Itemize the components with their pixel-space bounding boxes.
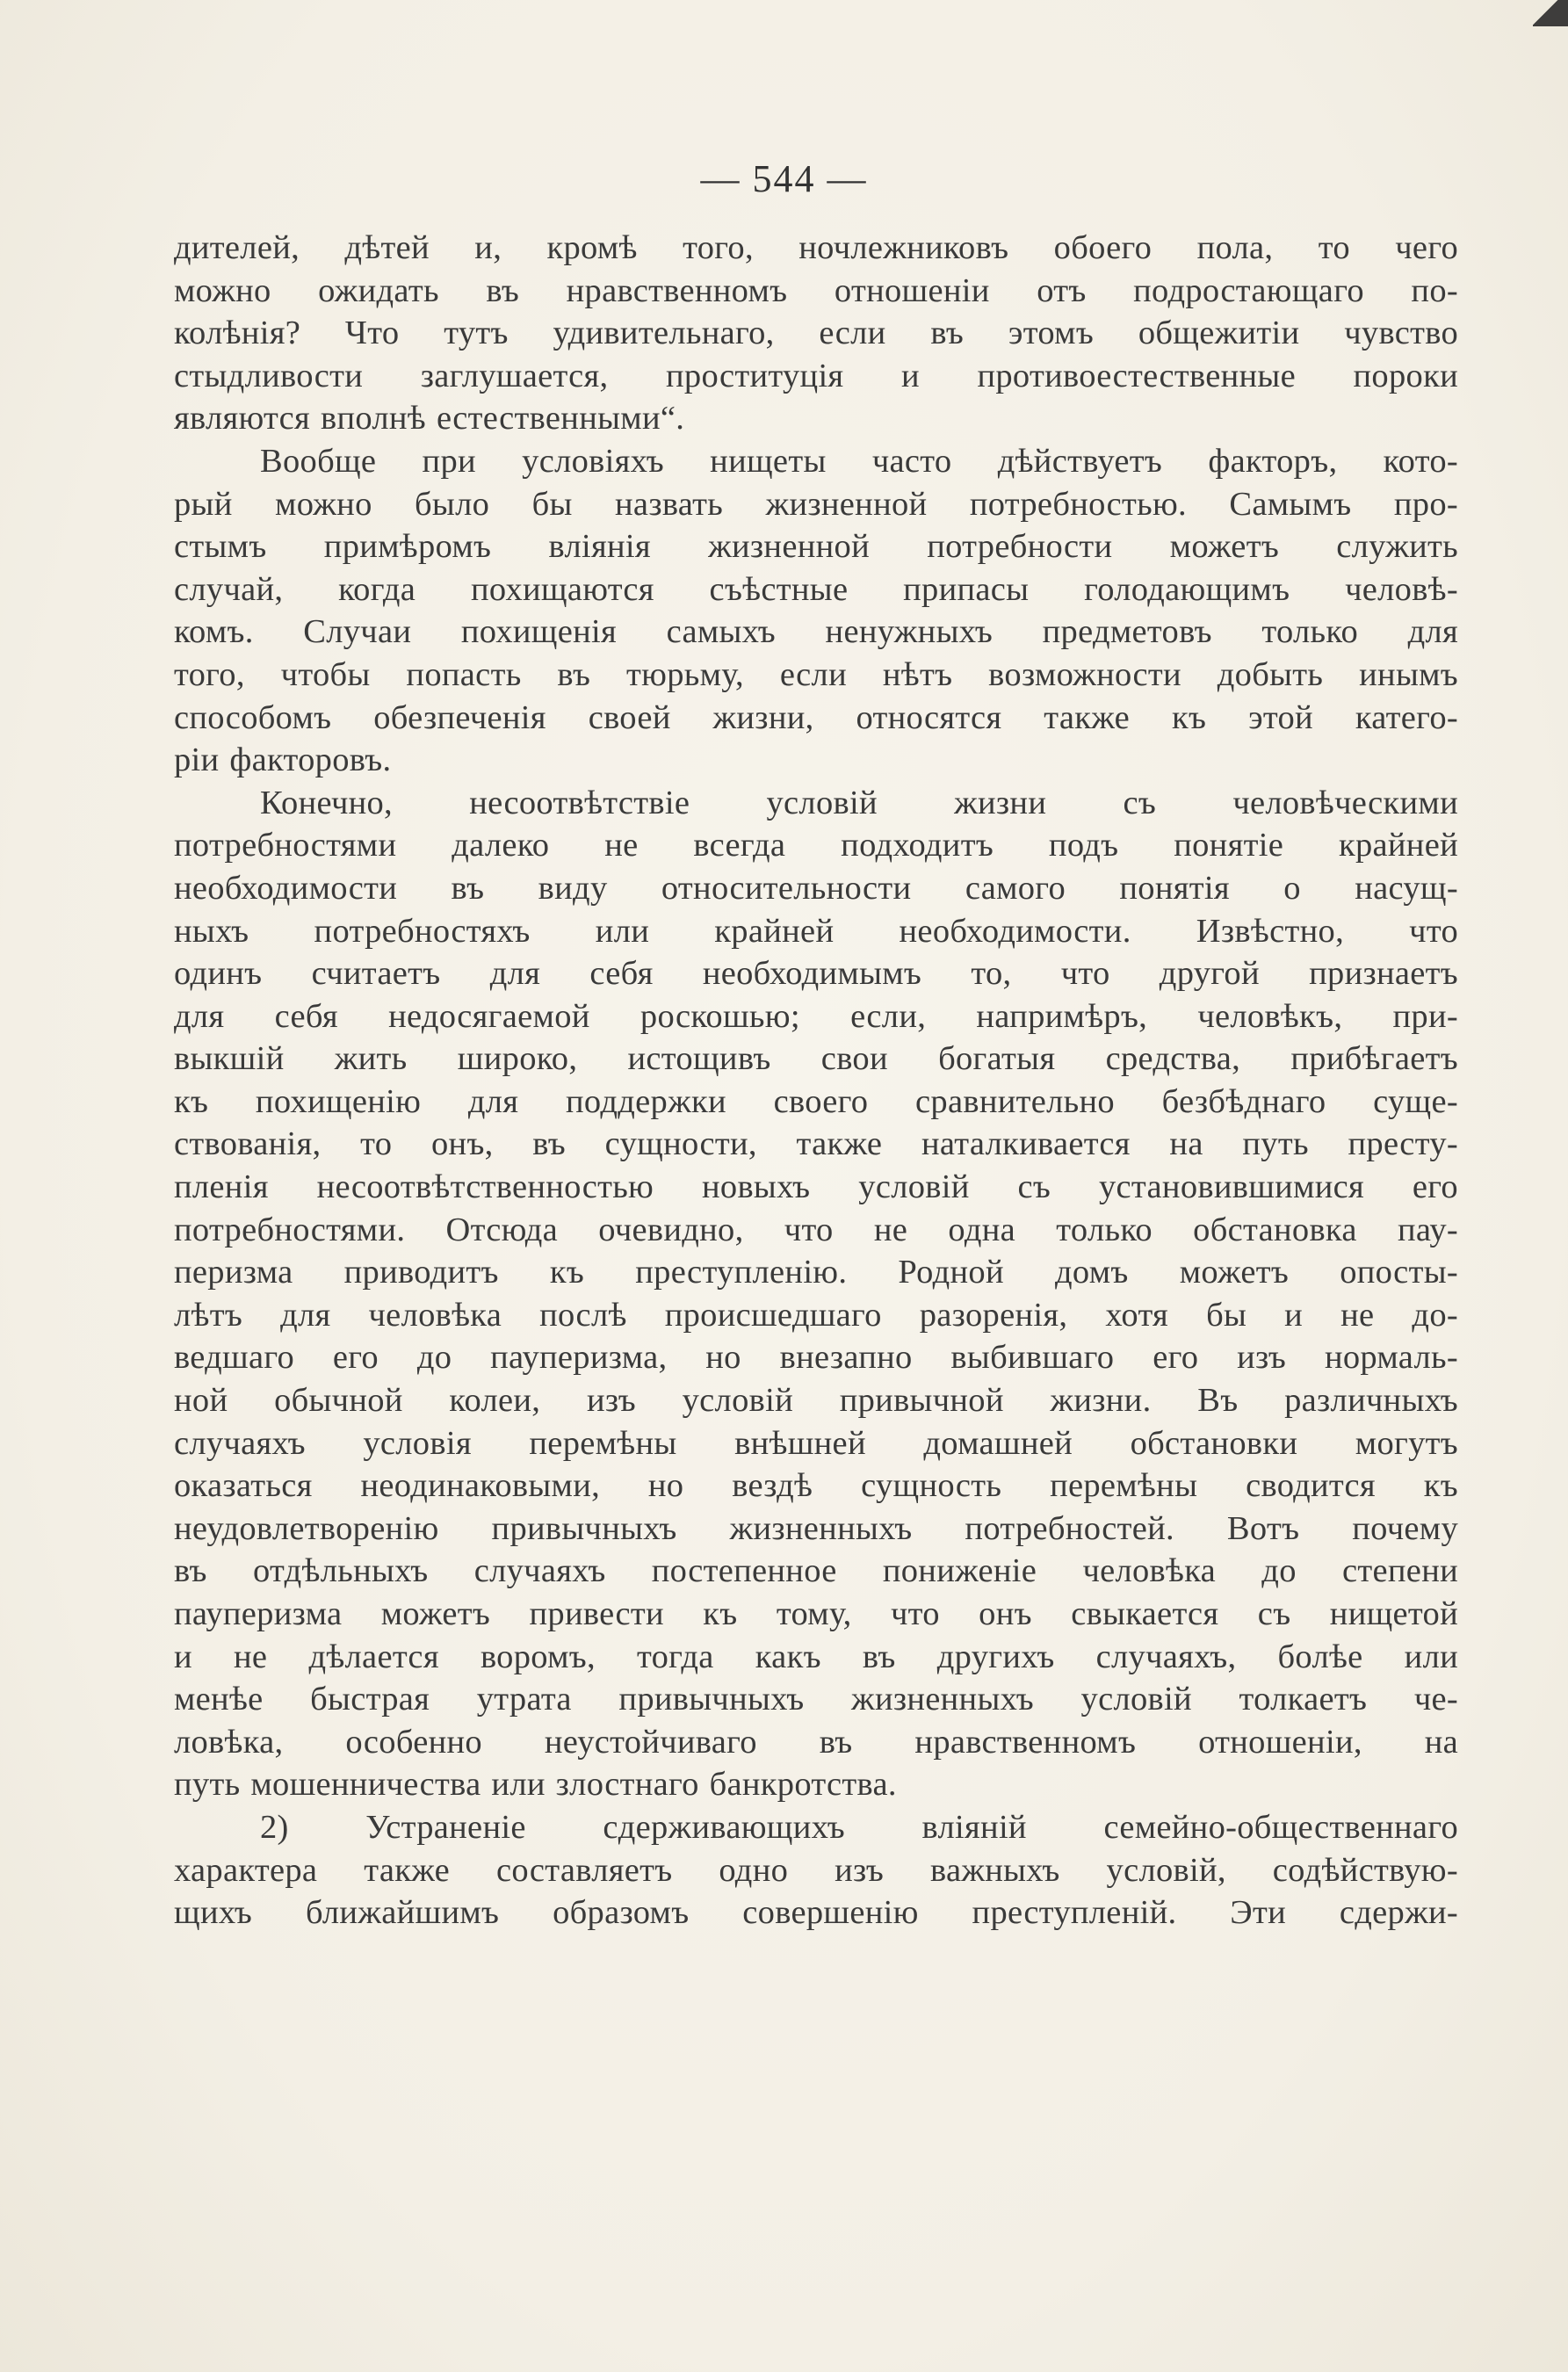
text-line: стыдливости заглушается, проституція и противоестественные пороки <box>174 357 1458 394</box>
text-line: ной обычной колеи, изъ условій привычной жизни. Въ различныхъ <box>174 1382 1458 1420</box>
text-line: путь мошенничества или злостнаго банкротства. <box>174 1766 897 1804</box>
text-line: ведшаго его до пауперизма, но внезапно выбившаго его изъ нормаль- <box>174 1339 1458 1377</box>
text-line: лѣтъ для человѣка послѣ происшедшаго разоренія, хотя бы и не до- <box>174 1296 1458 1334</box>
text-line: необходимости въ виду относительности самого понятія о насущ- <box>174 869 1458 907</box>
text-line: комъ. Случаи похищенія самыхъ ненужныхъ предметовъ только для <box>174 613 1458 651</box>
text-line: потребностями далеко не всегда подходитъ подъ понятіе крайней <box>174 827 1458 864</box>
text-line: одинъ считаетъ для себя необходимымъ то, что другой признаетъ <box>174 955 1458 993</box>
text-line: случаяхъ условія перемѣны внѣшней домашней обстановки могутъ <box>174 1424 1458 1462</box>
text-line: случай, когда похищаются съѣстные припасы голодающимъ человѣ- <box>174 570 1458 608</box>
text-line: того, чтобы попасть въ тюрьму, если нѣтъ возможности добыть инымъ <box>174 655 1458 693</box>
scan-corner-mark <box>1533 0 1568 26</box>
text-line: неудовлетворенію привычныхъ жизненныхъ потребностей. Вотъ почему <box>174 1509 1458 1547</box>
text-line: рый можно было бы назвать жизненной потребностью. Самымъ про- <box>174 485 1458 523</box>
text-line: оказаться неодинаковыми, но вездѣ сущность перемѣны сводится къ <box>174 1467 1458 1505</box>
text-line: колѣнія? Что тутъ удивительнаго, если въ этомъ общежитіи чувство <box>174 315 1458 352</box>
text-line: пленія несоотвѣтственностью новыхъ условій съ установившимися его <box>174 1168 1458 1206</box>
text-line: къ похищенію для поддержки своего сравнительно безбѣднаго суще- <box>174 1082 1458 1120</box>
text-line: пауперизма можетъ привести къ тому, что онъ свыкается съ нищетой <box>174 1595 1458 1632</box>
text-line: стымъ примѣромъ вліянія жизненной потребности можетъ служить <box>174 528 1458 566</box>
text-line: и не дѣлается воромъ, тогда какъ въ другихъ случаяхъ, болѣе или <box>174 1638 1458 1675</box>
text-line: Конечно, несоотвѣтствіе условій жизни съ человѣческими <box>260 784 1458 821</box>
text-line: ныхъ потребностяхъ или крайней необходимости. Извѣстно, что <box>174 912 1458 950</box>
text-line: менѣе быстрая утрата привычныхъ жизненныхъ условій толкаетъ че- <box>174 1681 1458 1718</box>
text-line: дителей, дѣтей и, кромѣ того, ночлежниковъ обоего пола, то чего <box>174 229 1458 266</box>
text-line: Вообще при условіяхъ нищеты часто дѣйствуетъ факторъ, кото- <box>260 442 1458 480</box>
text-line: потребностями. Отсюда очевидно, что не одна только обстановка пау- <box>174 1211 1458 1248</box>
text-line: ловѣка, особенно неустойчиваго въ нравственномъ отношеніи, на <box>174 1723 1458 1761</box>
text-line: ствованія, то онъ, въ сущности, также наталкивается на путь престу- <box>174 1125 1458 1163</box>
text-line: перизма приводитъ къ преступленію. Родной домъ можетъ опосты- <box>174 1254 1458 1291</box>
page-number: — 544 — <box>700 157 868 200</box>
text-line: 2) Устраненіе сдерживающихъ вліяній семейно-общественнаго <box>260 1808 1458 1846</box>
text-line: выкшій жить широко, истощивъ свои богатыя средства, прибѣгаетъ <box>174 1040 1458 1078</box>
text-line: ріи факторовъ. <box>174 741 392 779</box>
text-line: для себя недосягаемой роскошью; если, напримѣръ, человѣкъ, при- <box>174 997 1458 1035</box>
text-line: являются вполнѣ естественными“. <box>174 400 685 438</box>
body-text <box>174 227 1458 1934</box>
text-line: способомъ обезпеченія своей жизни, относятся также къ этой катего- <box>174 698 1458 736</box>
text-line: характера также составляетъ одно изъ важныхъ условій, содѣйствую- <box>174 1851 1458 1889</box>
text-line: щихъ ближайшимъ образомъ совершенію преступленій. Эти сдержи- <box>174 1894 1458 1932</box>
text-line: можно ожидать въ нравственномъ отношеніи отъ подростающаго по- <box>174 271 1458 309</box>
text-line: въ отдѣльныхъ случаяхъ постепенное пониженіе человѣка до степени <box>174 1552 1458 1590</box>
